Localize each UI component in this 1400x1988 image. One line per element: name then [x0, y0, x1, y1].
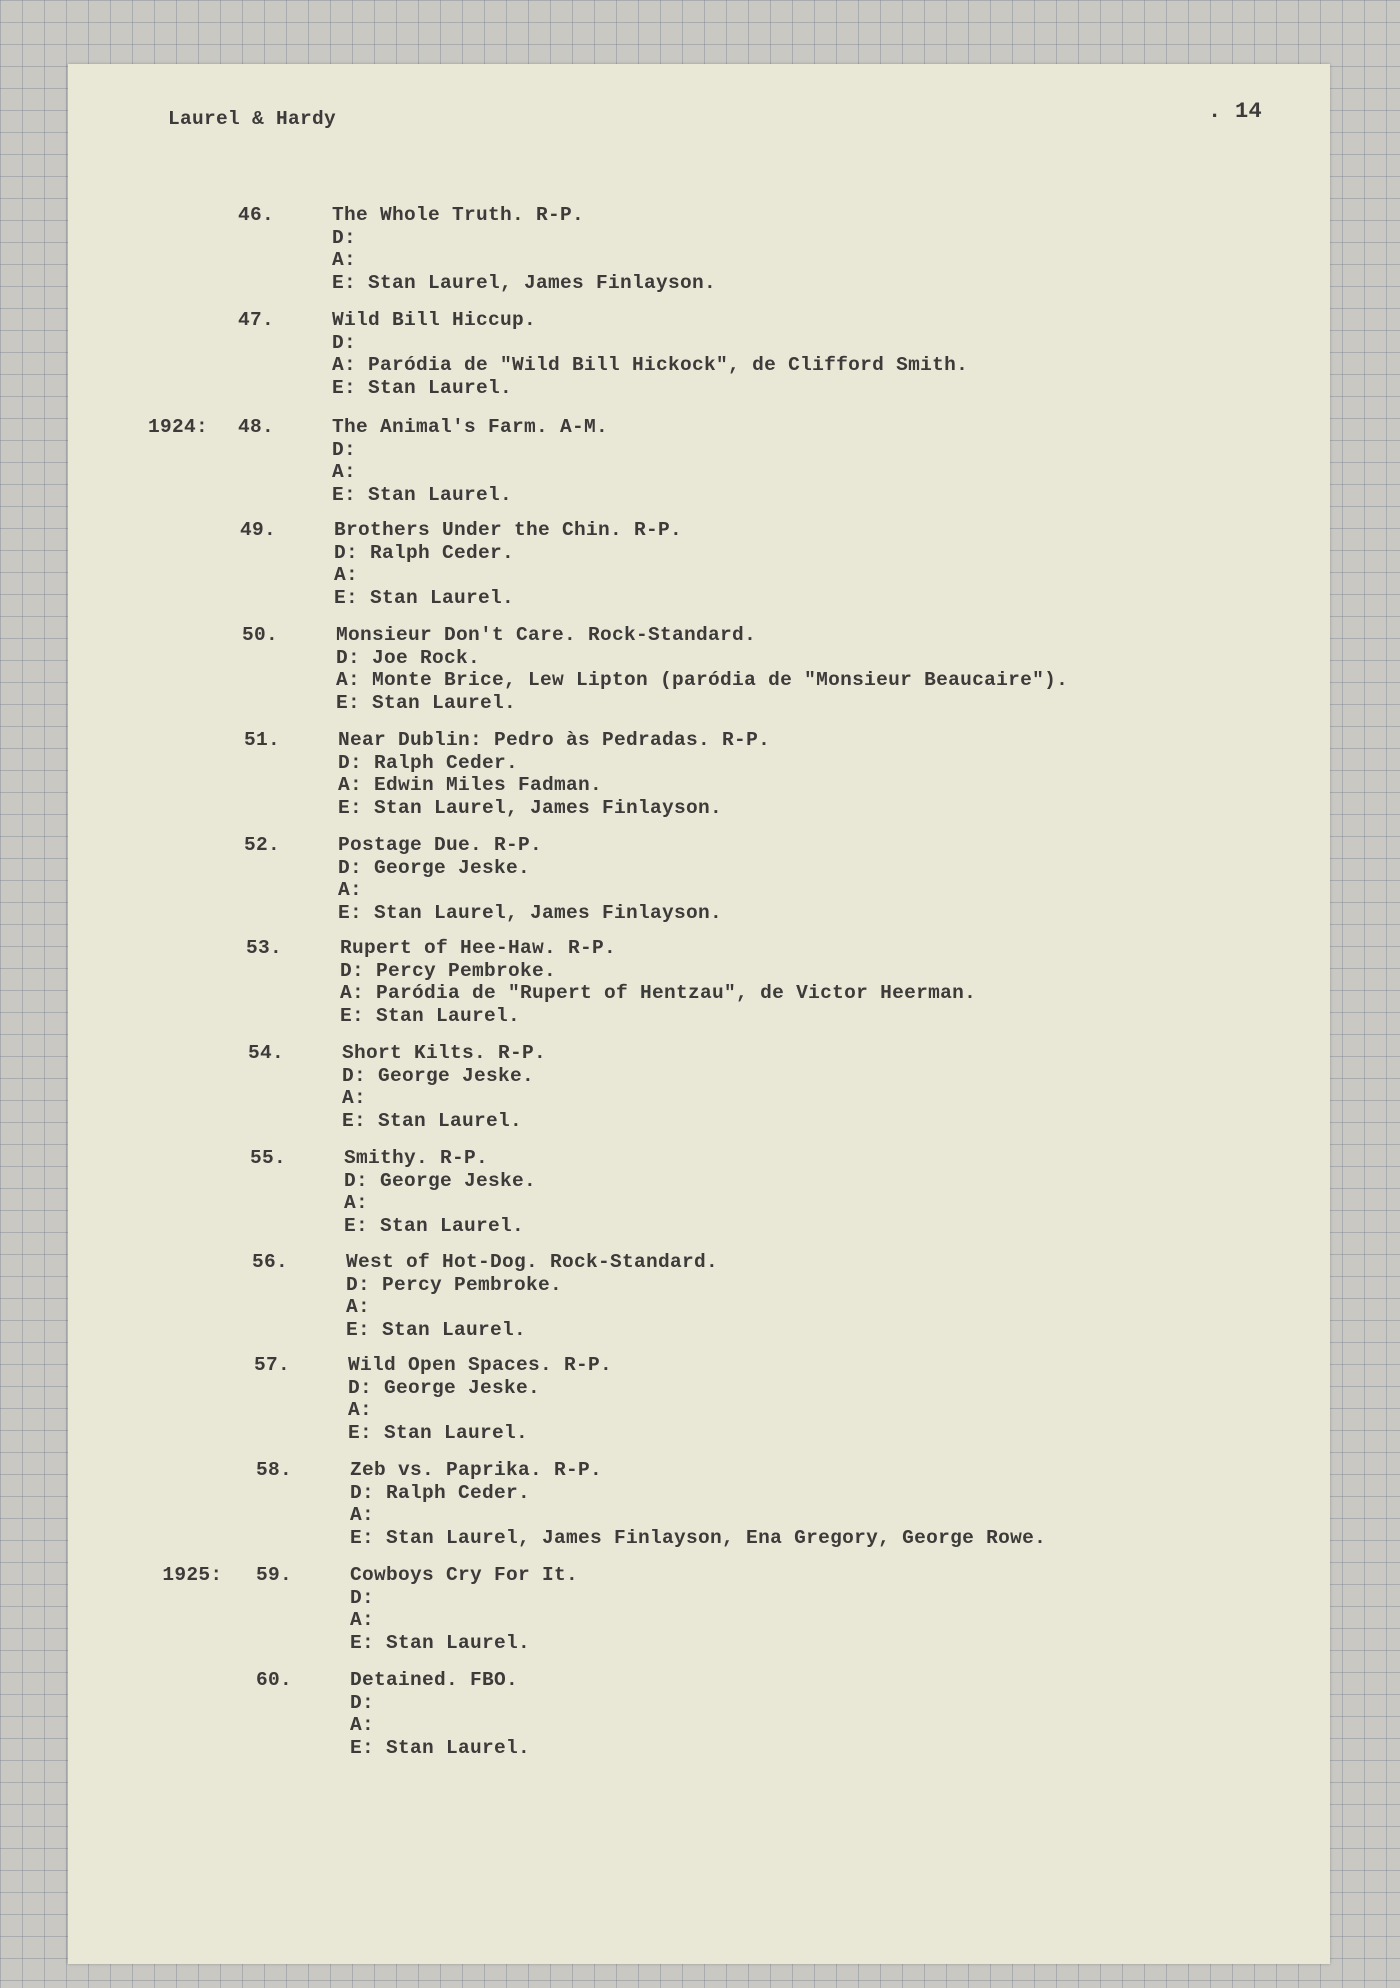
entry-number: 46. [237, 204, 274, 226]
entry-year: 1924: [147, 416, 208, 438]
author-line: A: [338, 879, 363, 901]
director-line: D: [332, 331, 357, 354]
entry-lines [332, 204, 716, 294]
director-line: D: [332, 438, 357, 461]
director-line: D: George Jeske. [348, 1376, 541, 1399]
film-title: Cowboys Cry For It. [350, 1564, 579, 1586]
film-title: Short Kilts. R-P. [342, 1042, 547, 1064]
entry-lines [350, 1669, 530, 1759]
cast-line: E: Stan Laurel. [346, 1318, 527, 1341]
entry-lines [342, 1042, 546, 1132]
author-line: A: Paródia de "Rupert of Hentzau", de Victor Heerman. [340, 982, 977, 1004]
cast-line: E: Stan Laurel, James Finlayson. [338, 901, 723, 924]
entry-lines [338, 834, 722, 924]
director-line: D: [332, 226, 357, 249]
film-title: Near Dublin: Pedro às Pedradas. R-P. [338, 729, 771, 751]
author-line: A: Paródia de "Wild Bill Hickock", de Clifford Smith. [332, 354, 969, 376]
author-line: A: Monte Brice, Lew Lipton (paródia de "Monsieur Beaucaire"). [336, 669, 1069, 691]
entry-number: 60. [255, 1669, 292, 1691]
film-title: Wild Bill Hiccup. [332, 309, 537, 331]
entry-lines [336, 624, 1068, 714]
film-title: West of Hot-Dog. Rock-Standard. [346, 1251, 719, 1273]
author-line: A: [344, 1192, 369, 1214]
director-line: D: George Jeske. [344, 1169, 537, 1192]
author-line: A: [342, 1087, 367, 1109]
entry-lines [350, 1564, 578, 1654]
entry-number: 57. [253, 1354, 290, 1376]
cast-line: E: Stan Laurel. [340, 1004, 521, 1027]
entry-year: 1925: [162, 1564, 223, 1586]
entry-lines [338, 729, 770, 819]
entry-lines [344, 1147, 536, 1237]
film-title: The Animal's Farm. A-M. [332, 416, 609, 438]
film-title: Wild Open Spaces. R-P. [348, 1354, 613, 1376]
cast-line: E: Stan Laurel. [350, 1736, 531, 1759]
author-line: A: [350, 1504, 375, 1526]
page-header-title: Laurel & Hardy [168, 108, 337, 130]
entry-lines [332, 309, 968, 399]
cast-line: E: Stan Laurel, James Finlayson, Ena Gregory, George Rowe. [350, 1526, 1047, 1549]
author-line: A: [350, 1609, 375, 1631]
film-title: Zeb vs. Paprika. R-P. [350, 1459, 603, 1481]
entry-number: 51. [243, 729, 280, 751]
director-line: D: Joe Rock. [336, 646, 481, 669]
film-title: Postage Due. R-P. [338, 834, 543, 856]
entry-number: 54. [247, 1042, 284, 1064]
entry-number: 50. [241, 624, 278, 646]
author-line: A: [334, 564, 359, 586]
author-line: A: Edwin Miles Fadman. [338, 774, 603, 796]
cast-line: E: Stan Laurel. [336, 691, 517, 714]
author-line: A: [348, 1399, 373, 1421]
director-line: D: [350, 1586, 375, 1609]
entry-number: 59. [255, 1564, 292, 1586]
entry-lines [334, 519, 682, 609]
entry-number: 53. [245, 937, 282, 959]
director-line: D: Percy Pembroke. [346, 1273, 563, 1296]
cast-line: E: Stan Laurel, James Finlayson. [338, 796, 723, 819]
director-line: D: Percy Pembroke. [340, 959, 557, 982]
typed-page [68, 64, 1330, 1964]
entry-number: 47. [237, 309, 274, 331]
entry-number: 58. [255, 1459, 292, 1481]
cast-line: E: Stan Laurel. [348, 1421, 529, 1444]
director-line: D: [350, 1691, 375, 1714]
entry-number: 56. [251, 1251, 288, 1273]
cast-line: E: Stan Laurel. [342, 1109, 523, 1132]
page-number: . 14 [1207, 99, 1262, 124]
entry-number: 52. [243, 834, 280, 856]
author-line: A: [346, 1296, 371, 1318]
director-line: D: George Jeske. [338, 856, 531, 879]
entry-lines [350, 1459, 1046, 1549]
entry-lines [340, 937, 976, 1027]
cast-line: E: Stan Laurel. [350, 1631, 531, 1654]
director-line: D: George Jeske. [342, 1064, 535, 1087]
cast-line: E: Stan Laurel. [332, 483, 513, 506]
film-title: Rupert of Hee-Haw. R-P. [340, 937, 617, 959]
entry-number: 49. [239, 519, 276, 541]
author-line: A: [332, 461, 357, 483]
film-title: Brothers Under the Chin. R-P. [334, 519, 683, 541]
film-title: Detained. FBO. [350, 1669, 519, 1691]
entry-lines [346, 1251, 718, 1341]
director-line: D: Ralph Ceder. [338, 751, 519, 774]
film-title: Monsieur Don't Care. Rock-Standard. [336, 624, 757, 646]
director-line: D: Ralph Ceder. [350, 1481, 531, 1504]
author-line: A: [350, 1714, 375, 1736]
cast-line: E: Stan Laurel, James Finlayson. [332, 271, 717, 294]
entry-number: 55. [249, 1147, 286, 1169]
entry-lines [348, 1354, 612, 1444]
cast-line: E: Stan Laurel. [334, 586, 515, 609]
film-title: Smithy. R-P. [344, 1147, 489, 1169]
entry-lines [332, 416, 608, 506]
film-title: The Whole Truth. R-P. [332, 204, 585, 226]
entry-number: 48. [237, 416, 274, 438]
cast-line: E: Stan Laurel. [344, 1214, 525, 1237]
director-line: D: Ralph Ceder. [334, 541, 515, 564]
author-line: A: [332, 249, 357, 271]
cast-line: E: Stan Laurel. [332, 376, 513, 399]
